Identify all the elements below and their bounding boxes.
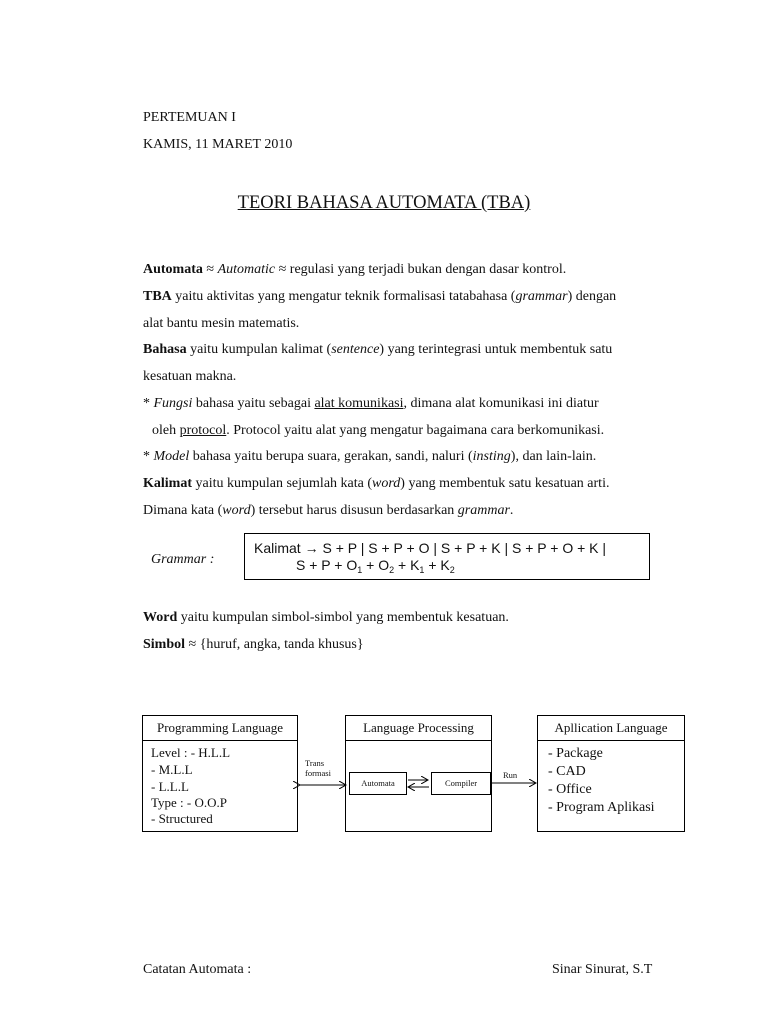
tba-text2: ) dengan [567, 289, 617, 304]
grammar-sub-4: 2 [449, 565, 455, 575]
programming-line-2: - M.L.L [151, 762, 193, 777]
programming-line-4: Type : - O.O.P [151, 795, 228, 810]
automata-term: Automata [143, 262, 203, 277]
bahasa-italic: sentence [331, 342, 380, 357]
bahasa-text1: yaitu kumpulan kalimat ( [186, 342, 332, 357]
automata-rest: ≈ regulasi yang terjadi bukan dengan dasar kontrol. [275, 262, 567, 277]
meeting-label: PERTEMUAN I [143, 110, 236, 125]
bahasa-text2: ) yang terintegrasi untuk membentuk satu [379, 342, 613, 357]
kalimat-line2a: Dimana kata ( [143, 503, 223, 518]
tba-term: TBA [143, 289, 172, 304]
kalimat-italic2: word [222, 503, 251, 518]
page-title: TEORI BAHASA AUTOMATA (TBA) [237, 193, 531, 213]
bahasa-line2: kesatuan makna. [143, 369, 237, 384]
kalimat-text1: yaitu kumpulan sejumlah kata ( [192, 476, 373, 491]
tba-line2: alat bantu mesin matematis. [143, 316, 300, 331]
grammar-part-d: + K [424, 557, 450, 573]
run-label: Run [503, 770, 518, 780]
application-line-4: - Program Aplikasi [548, 800, 655, 815]
kalimat-line2b: ) tersebut harus disusun berdasarkan [250, 503, 458, 518]
grammar-line1: Kalimat → S + P | S + P + O | S + P + K | S + P + O + K | [254, 540, 607, 556]
kalimat-italic3: grammar [457, 503, 510, 518]
model-italic2: insting [472, 449, 511, 464]
fungsi-text1: bahasa yaitu sebagai [192, 396, 315, 411]
kalimat-term: Kalimat [143, 476, 192, 491]
simbol-text: ≈ {huruf, angka, tanda khusus} [185, 637, 364, 652]
language-processing-title: Language Processing [346, 716, 491, 741]
kalimat-text2: ) yang membentuk satu kesatuan arti. [400, 476, 610, 491]
fungsi-italic: Fungsi [153, 396, 193, 411]
grammar-sub-1: 1 [357, 565, 363, 575]
fungsi-protocol: protocol [179, 423, 227, 438]
word-text: yaitu kumpulan simbol-simbol yang membentuk kesatuan. [177, 610, 509, 625]
programming-line-1: Level : - H.L.L [151, 745, 231, 760]
fungsi-underline: alat komunikasi [314, 396, 404, 411]
date-label: KAMIS, 11 MARET 2010 [143, 137, 293, 152]
grammar-sub-3: 1 [419, 565, 425, 575]
model-text2: ), dan lain-lain. [510, 449, 597, 464]
footer-right: Sinar Sinurat, S.T [552, 962, 653, 977]
grammar-part-a: S + P + O [296, 557, 358, 573]
bahasa-term: Bahasa [143, 342, 187, 357]
application-language-title: Apllication Language [538, 716, 684, 741]
application-line-2: - CAD [548, 764, 586, 779]
fungsi-line2b: . Protocol yaitu alat yang mengatur bagaimana cara berkomunikasi. [226, 423, 605, 438]
automata-italic: Automatic [217, 262, 276, 277]
application-line-1: - Package [548, 746, 603, 761]
word-term: Word [143, 610, 178, 625]
automata-box: Automata [349, 772, 407, 795]
model-prefix: * [143, 449, 154, 464]
kalimat-italic: word [372, 476, 401, 491]
trans-label-line1: Trans [305, 758, 325, 768]
tba-italic: grammar [515, 289, 568, 304]
tba-text1: yaitu aktivitas yang mengatur teknik formalisasi tatabahasa ( [171, 289, 516, 304]
footer-left: Catatan Automata : [143, 962, 252, 977]
programming-line-3: - L.L.L [151, 779, 189, 794]
grammar-sub-2: 2 [389, 565, 395, 575]
fungsi-text2: , dimana alat komunikasi ini diatur [403, 396, 599, 411]
programming-language-title: Programming Language [143, 716, 297, 741]
trans-label-line2: formasi [305, 768, 331, 778]
grammar-label: Grammar : [151, 552, 215, 567]
model-italic: Model [153, 449, 190, 464]
grammar-part-b: + O [362, 557, 390, 573]
fungsi-line2a: oleh [152, 423, 180, 438]
compiler-box: Compiler [431, 772, 491, 795]
simbol-term: Simbol [143, 637, 186, 652]
model-text1: bahasa yaitu berupa suara, gerakan, sandi, naluri ( [189, 449, 473, 464]
automata-approx: ≈ [202, 262, 218, 277]
programming-line-5: - Structured [151, 811, 213, 826]
kalimat-line2c: . [509, 503, 514, 518]
grammar-part-c: + K [394, 557, 420, 573]
fungsi-prefix: * [143, 396, 154, 411]
application-line-3: - Office [548, 782, 592, 797]
